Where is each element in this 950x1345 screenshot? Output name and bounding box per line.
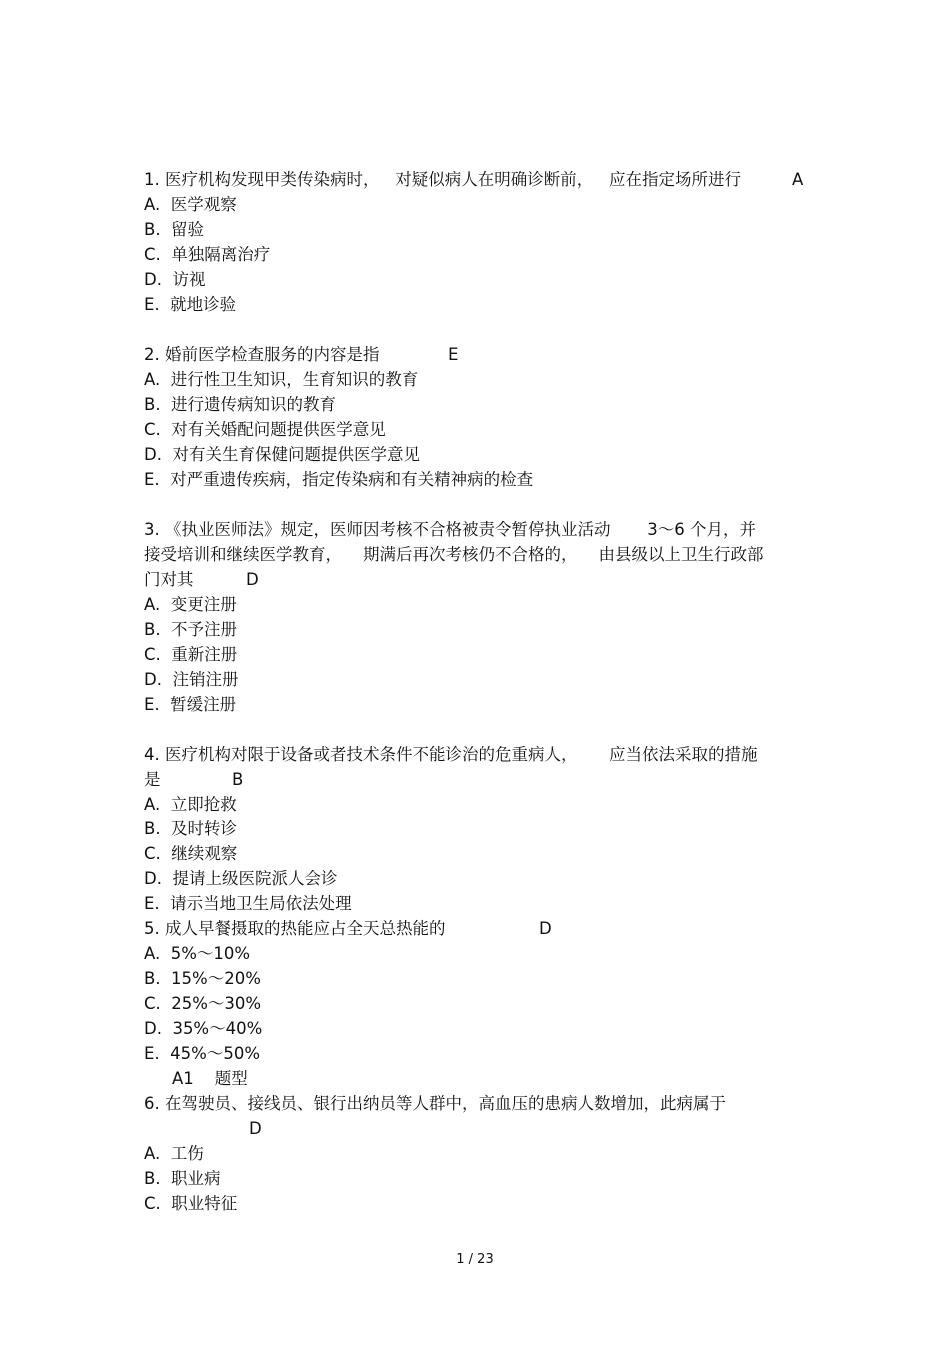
question-3-stem-line-2: 接受培训和继续医学教育， 期满后再次考核仍不合格的， 由县级以上卫生行政部 bbox=[144, 545, 764, 564]
question-1-answer: A bbox=[792, 170, 804, 189]
question-6-option-a: A. 工伤 bbox=[144, 1144, 204, 1163]
question-4-stem-line-1: 4. 医疗机构对限于设备或者技术条件不能诊治的危重病人， 应当依法采取的措施 bbox=[144, 745, 758, 764]
question-5-option-e: E. 45%～50% bbox=[144, 1044, 261, 1063]
question-4-answer: B bbox=[232, 770, 244, 789]
question-4-option-d: D. 提请上级医院派人会诊 bbox=[144, 869, 338, 888]
question-3-option-b: B. 不予注册 bbox=[144, 620, 238, 639]
question-2-option-e: E. 对严重遗传疾病，指定传染病和有关精神病的检查 bbox=[144, 470, 534, 489]
question-4-stem-line-2: 是 bbox=[144, 770, 161, 789]
question-2-option-a: A. 进行性卫生知识，生育知识的教育 bbox=[144, 370, 419, 389]
page-number: 1 / 23 bbox=[456, 1252, 494, 1267]
question-5-option-a: A. 5%～10% bbox=[144, 944, 251, 963]
question-6-stem: 6. 在驾驶员、接线员、银行出纳员等人群中，高血压的患病人数增加，此病属于 bbox=[144, 1094, 726, 1113]
question-1-option-c: C. 单独隔离治疗 bbox=[144, 245, 271, 264]
section-label: A1 题型 bbox=[172, 1069, 248, 1088]
question-1-option-e: E. 就地诊验 bbox=[144, 295, 237, 314]
question-2-option-d: D. 对有关生育保健问题提供医学意见 bbox=[144, 445, 420, 464]
question-4-option-b: B. 及时转诊 bbox=[144, 819, 238, 838]
question-1-option-d: D. 访视 bbox=[144, 270, 206, 289]
question-3-option-c: C. 重新注册 bbox=[144, 645, 238, 664]
question-2-stem: 2. 婚前医学检查服务的内容是指 bbox=[144, 345, 380, 364]
question-4-option-c: C. 继续观察 bbox=[144, 844, 238, 863]
question-3-stem-line-1: 3. 《执业医师法》规定，医师因考核不合格被责令暂停执业活动 3～6 个月，并 bbox=[144, 520, 756, 539]
question-1-option-b: B. 留验 bbox=[144, 220, 205, 239]
question-5-option-b: B. 15%～20% bbox=[144, 969, 261, 988]
question-5-option-c: C. 25%～30% bbox=[144, 994, 262, 1013]
question-3-option-d: D. 注销注册 bbox=[144, 670, 239, 689]
question-3-stem-line-3: 门对其 bbox=[144, 570, 194, 589]
question-2-option-b: B. 进行遗传病知识的教育 bbox=[144, 395, 337, 414]
question-1-stem: 1. 医疗机构发现甲类传染病时， 对疑似病人在明确诊断前， 应在指定场所进行 bbox=[144, 170, 741, 189]
question-6-option-c: C. 职业特征 bbox=[144, 1194, 238, 1213]
question-3-option-a: A. 变更注册 bbox=[144, 595, 237, 614]
question-6-answer: D bbox=[249, 1119, 262, 1138]
question-6-option-b: B. 职业病 bbox=[144, 1169, 221, 1188]
question-1-option-a: A. 医学观察 bbox=[144, 195, 237, 214]
question-2-answer: E bbox=[448, 345, 459, 364]
question-4-option-e: E. 请示当地卫生局依法处理 bbox=[144, 894, 352, 913]
question-5-answer: D bbox=[539, 919, 552, 938]
question-3-answer: D bbox=[246, 570, 259, 589]
question-4-option-a: A. 立即抢救 bbox=[144, 795, 237, 814]
question-3-option-e: E. 暂缓注册 bbox=[144, 695, 237, 714]
question-5-stem: 5. 成人早餐摄取的热能应占全天总热能的 bbox=[144, 919, 446, 938]
question-2-option-c: C. 对有关婚配问题提供医学意见 bbox=[144, 420, 386, 439]
question-5-option-d: D. 35%～40% bbox=[144, 1019, 263, 1038]
